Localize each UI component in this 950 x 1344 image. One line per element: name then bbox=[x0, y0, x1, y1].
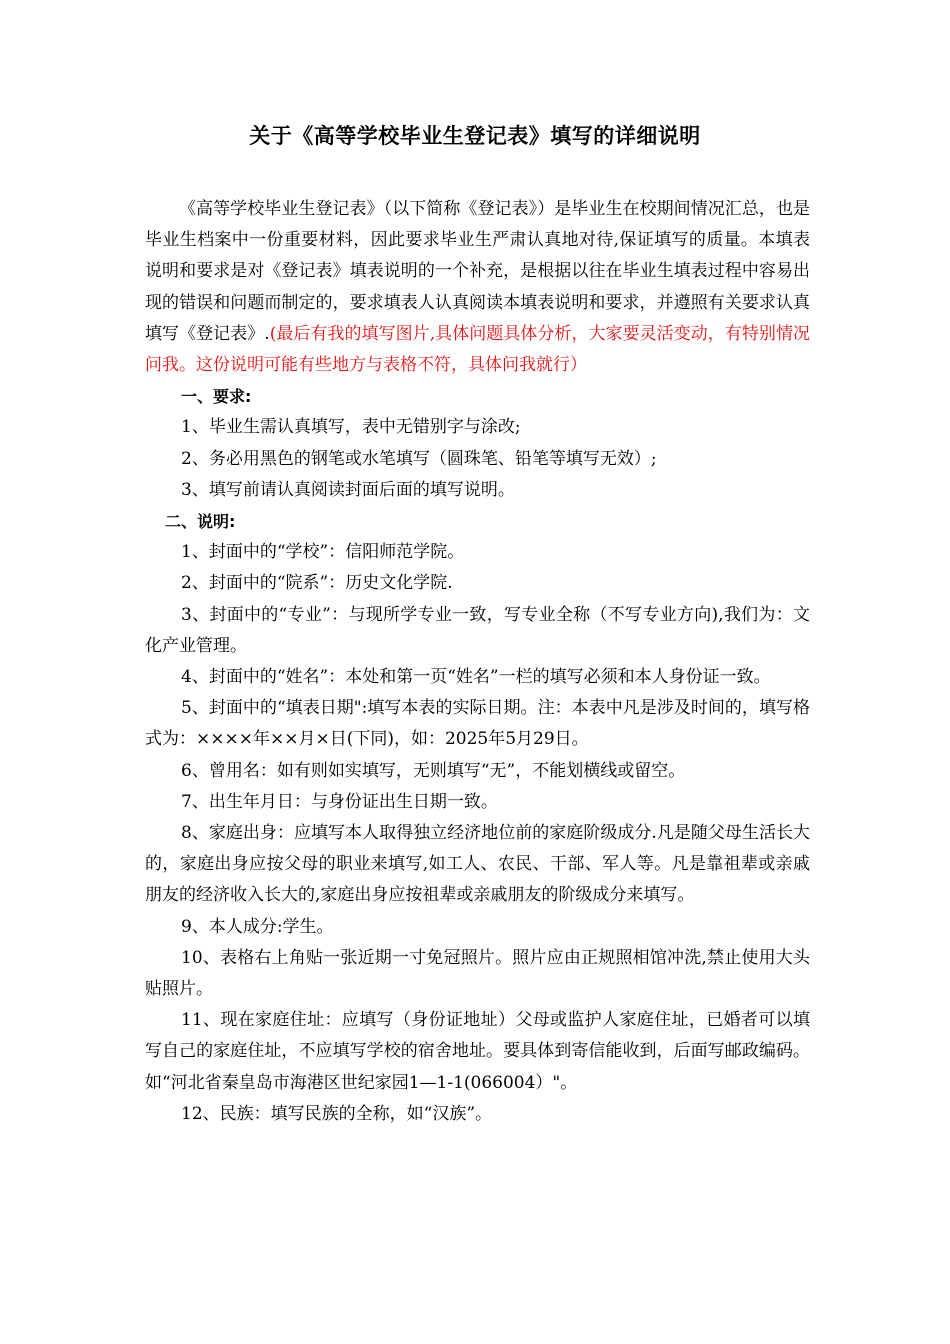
section-heading-explanation: 二、说明: bbox=[165, 512, 236, 532]
explanation-item: 1、封面中的“学校”：信阳师范学院。 bbox=[181, 542, 465, 563]
intro-note: (最后有我的填写图片,具体问题具体分析，大家要灵活变动，有特别情况问我。这份说明可能有些地方与表格不符，具体问我就行） bbox=[145, 323, 810, 376]
explanation-item: 7、出生年月日：与身份证出生日期一致。 bbox=[181, 791, 498, 812]
explanation-item: 8、家庭出身：应填写本人取得独立经济地位前的家庭阶级成分.凡是随父母生活长大的，家庭出身应按父母的职业来填写,如工人、农民、干部、军人等。凡是靠祖辈或亲戚朋友的经济收入长大的,家庭出身应按祖辈或亲戚朋友的阶级成分来填写。 bbox=[145, 823, 810, 906]
explanation-item: 5、封面中的“填表日期":填写本表的实际日期。注：本表中凡是涉及时间的，填写格式为：××××年××月×日(下同)，如：2025年5月29日。 bbox=[145, 698, 810, 750]
intro-paragraph bbox=[145, 194, 810, 381]
explanation-item: 9、本人成分:学生。 bbox=[181, 916, 334, 937]
explanation-item: 12、民族：填写民族的全称，如“汉族”。 bbox=[181, 1103, 493, 1124]
requirement-item: 3、填写前请认真阅读封面后面的填写说明。 bbox=[181, 479, 515, 500]
document-title: 关于《高等学校毕业生登记表》填写的详细说明 bbox=[249, 124, 701, 148]
explanation-item: 3、封面中的“专业”：与现所学专业一致，写专业全称（不写专业方向),我们为：文化产业管理。 bbox=[145, 604, 810, 656]
section-heading-requirements: 一、要求: bbox=[181, 387, 252, 407]
explanation-item: 4、封面中的“姓名”：本处和第一页“姓名”一栏的填写必须和本人身份证一致。 bbox=[181, 667, 771, 688]
document-body bbox=[145, 194, 810, 1130]
requirement-item: 1、毕业生需认真填写，表中无错别字与涂改; bbox=[181, 417, 521, 438]
explanation-item: 2、封面中的“院系”：历史文化学院. bbox=[181, 573, 453, 594]
explanation-item: 10、表格右上角贴一张近期一寸免冠照片。照片应由正规照相馆冲洗,禁止使用大头贴照片。 bbox=[145, 947, 810, 1000]
explanation-item: 6、曾用名：如有则如实填写，无则填写“无”，不能划横线或留空。 bbox=[181, 760, 686, 781]
intro-text: 《高等学校毕业生登记表》（以下简称《登记表》）是毕业生在校期间情况汇总，也是毕业生档案中一份重要材料，因此要求毕业生严肃认真地对待,保证填写的质量。本填表说明和要求是对《登记表》填表说明的一个补充，是根据以往在毕业生填表过程中容易出现的错误和问题而制定的，要求填表人认真阅读本填表说明和要求，并遵照有关要求认真填写《登记表》. bbox=[145, 199, 810, 344]
requirement-item: 2、务必用黑色的钢笔或水笔填写（圆珠笔、铅笔等填写无效）; bbox=[181, 448, 657, 469]
explanation-item: 11、现在家庭住址：应填写（身份证地址）父母或监护人家庭住址，已婚者可以填写自己的家庭住址，不应填写学校的宿舍地址。要具体到寄信能收到，后面写邮政编码。如“河北省秦皇岛市海港区世纪家园1—1-1(066004）"。 bbox=[145, 1010, 810, 1093]
